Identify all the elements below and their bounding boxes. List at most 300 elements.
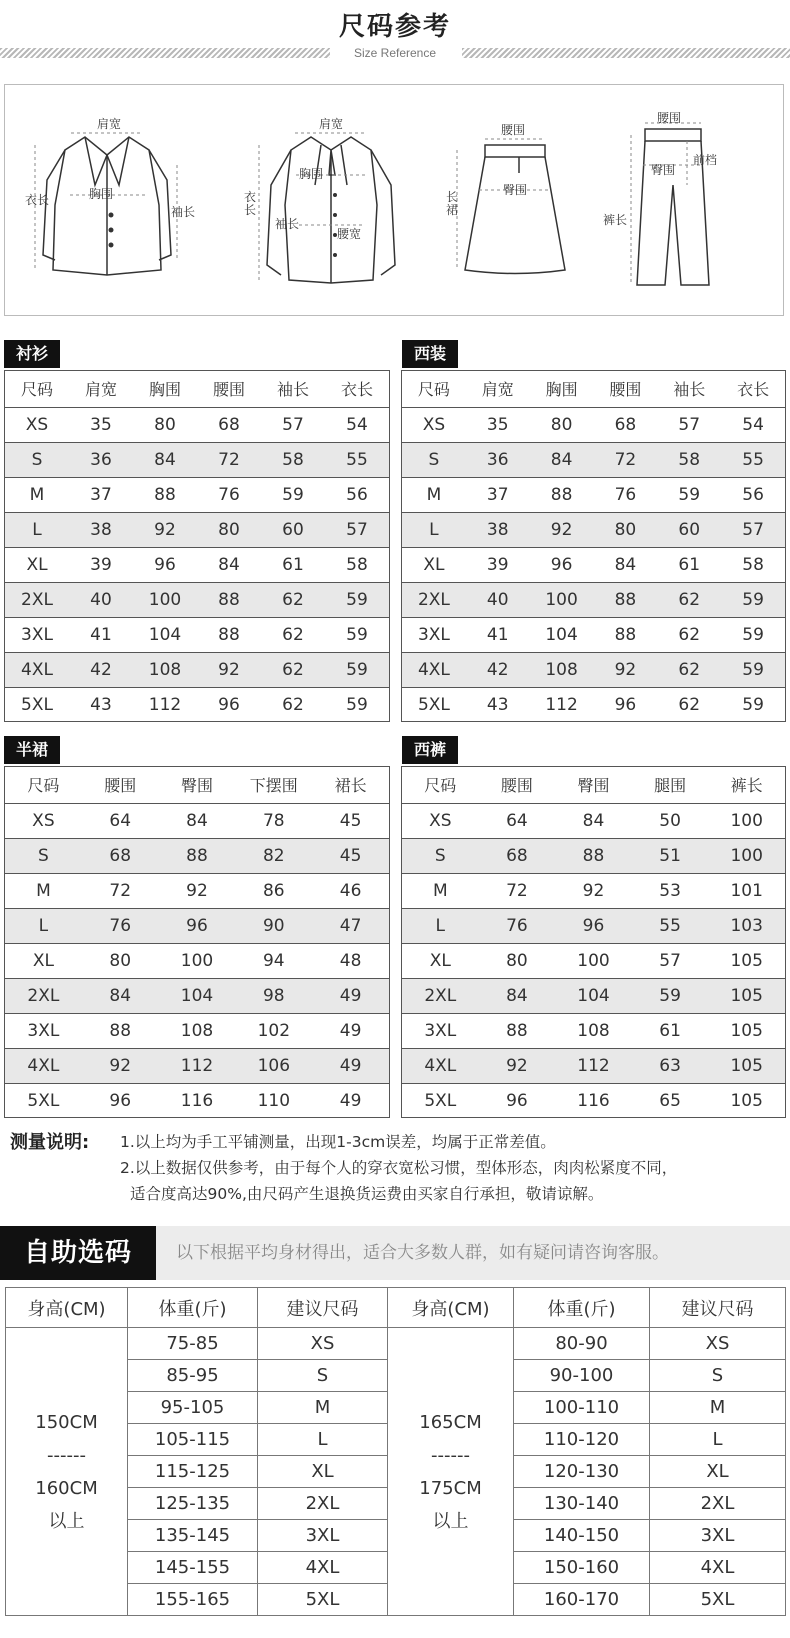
table-cell: 96 [506,1090,528,1111]
table-cell: 60 [657,512,721,547]
table-cell: 59 [325,617,389,652]
table-cell: 116 [180,1090,214,1111]
table-row [5,908,389,943]
table-cell: 36 [466,442,530,477]
suggested-size-cell: M [258,1392,388,1424]
table-cell: 35 [466,407,530,442]
table-cell: S [402,442,466,477]
suggested-size-cell: S [650,1360,786,1392]
left-height-range [6,1328,128,1616]
table-cell: 84 [530,442,594,477]
shirt-shoulder-label: 肩宽 [319,117,344,131]
table-cell: 96 [530,547,594,582]
jacket-sleeve-label: 袖长 [171,205,196,219]
table-cell: 110 [257,1090,291,1111]
table-row [402,652,785,687]
weight-range-cell: 110-120 [514,1424,650,1456]
shirt-size-table [4,370,390,722]
table-cell: 41 [69,617,133,652]
table-cell: 2XL [402,978,479,1013]
table-cell: 90 [235,908,312,943]
column-header: 尺码 [402,371,466,407]
table-cell: 92 [133,512,197,547]
weight-range-cell: 95-105 [128,1392,258,1424]
column-header: 尺码 [402,767,479,803]
notes-line-3: 适合度高达90%,由尺码产生退换货运费由买家自行承担，敬请谅解。 [130,1185,604,1203]
table-cell: 112 [555,1048,632,1083]
suggested-size-cell: 5XL [258,1584,388,1616]
suggested-size-cell: 3XL [258,1520,388,1552]
right-height-range [388,1328,514,1616]
pants-table-grid [402,767,785,1118]
table-cell: 60 [261,512,325,547]
table-row [5,407,389,442]
shirt-table-tag: 衬衫 [4,340,60,368]
height-range-text: ------ [431,1444,470,1466]
table-cell: 59 [721,617,785,652]
table-row [402,582,785,617]
height-range-text: 165CM [419,1411,482,1433]
table-cell: 62 [657,652,721,687]
table-cell: 88 [479,1013,556,1048]
table-cell: 108 [159,1013,236,1048]
shirt-chest-label: 胸围 [299,167,324,181]
table-cell: 88 [159,838,236,873]
weight-range-cell: 145-155 [128,1552,258,1584]
column-header: 腰围 [479,767,556,803]
self-select-header [0,1226,790,1280]
weight-range-cell: 115-125 [128,1456,258,1488]
table-cell: 72 [82,873,159,908]
skirt-table-grid [5,767,389,1118]
table-cell: XS [402,803,479,838]
table-cell: 62 [261,617,325,652]
table-cell: 46 [312,873,389,908]
table-cell: 59 [325,652,389,687]
height-range-text: 以上 [432,1510,469,1532]
suggested-size-cell: 2XL [650,1488,786,1520]
table-cell: 59 [632,978,709,1013]
table-cell: 78 [235,803,312,838]
table-cell: 57 [657,407,721,442]
height-range-text: 160CM [35,1477,98,1499]
table-cell: 59 [721,652,785,687]
table-cell: 86 [235,873,312,908]
table-cell: 51 [632,838,709,873]
pants-icon [605,95,745,305]
table-cell: 103 [708,908,785,943]
header-cell: 建议尺码 [258,1288,388,1328]
table-cell: 82 [235,838,312,873]
table-cell: 100 [133,582,197,617]
table-row [5,978,389,1013]
column-header: 臀围 [159,767,236,803]
table-row [402,512,785,547]
table-cell: 37 [466,477,530,512]
pants-size-table [401,766,786,1118]
table-row [402,1083,785,1118]
table-cell: 100 [159,943,236,978]
table-row [5,1048,389,1083]
table-cell: 68 [197,407,261,442]
page-subtitle: Size Reference [353,46,437,60]
table-cell: 112 [159,1048,236,1083]
table-cell: M [5,477,69,512]
table-cell: 3XL [5,1013,82,1048]
table-cell: 104 [530,617,594,652]
table-cell: 55 [632,908,709,943]
table-cell: 59 [721,582,785,617]
table-cell: 92 [555,873,632,908]
table-cell: 3XL [402,1013,479,1048]
table-cell: 92 [530,512,594,547]
table-cell: 80 [593,512,657,547]
table-row [5,687,389,722]
table-row [402,873,785,908]
suggested-size-cell: XS [650,1328,786,1360]
table-row [5,547,389,582]
table-cell: 40 [69,582,133,617]
suggested-size-cell: 4XL [258,1552,388,1584]
table-cell: 104 [159,978,236,1013]
height-range-text: ------ [47,1444,86,1466]
table-cell: XS [5,407,69,442]
table-cell: 5XL [424,1090,457,1111]
table-cell: 76 [82,908,159,943]
table-row [402,547,785,582]
shirt-table-grid [5,371,389,722]
table-cell: 39 [466,547,530,582]
table-cell: 64 [479,803,556,838]
column-header: 衣长 [721,371,785,407]
suit-table-grid [402,371,785,722]
table-cell: 76 [197,477,261,512]
table-cell: M [5,873,82,908]
table-cell: 116 [577,1090,610,1111]
table-cell: 2XL [5,978,82,1013]
table-cell: 92 [82,1048,159,1083]
table-cell: 80 [133,407,197,442]
table-cell: 88 [555,838,632,873]
table-cell: 88 [133,477,197,512]
table-cell: 53 [632,873,709,908]
table-cell: 62 [282,694,304,715]
table-cell: 80 [197,512,261,547]
jacket-shoulder-label: 肩宽 [97,117,122,131]
suggested-size-cell: L [258,1424,388,1456]
table-header-row [402,371,785,407]
table-cell: 55 [721,442,785,477]
table-cell: L [5,512,69,547]
skirt-length-label: 长裙 [445,190,458,217]
table-cell: 58 [721,547,785,582]
table-cell: 105 [708,978,785,1013]
suggested-size-cell: 4XL [650,1552,786,1584]
self-select-table [5,1287,786,1616]
table-cell: 72 [479,873,556,908]
table-row [5,442,389,477]
table-cell: 80 [530,407,594,442]
table-row [402,477,785,512]
table-cell: 57 [632,943,709,978]
suggested-size-cell: 2XL [258,1488,388,1520]
table-cell: S [5,838,82,873]
table-cell: 2XL [402,582,466,617]
table-row [402,1048,785,1083]
table-cell: 59 [261,477,325,512]
suggested-size-cell: XL [650,1456,786,1488]
table-cell: 68 [593,407,657,442]
column-header: 肩宽 [466,371,530,407]
table-cell: 59 [346,694,368,715]
table-row [402,978,785,1013]
table-cell: 62 [261,582,325,617]
suggested-size-cell: XS [258,1328,388,1360]
weight-range-cell: 130-140 [514,1488,650,1520]
table-cell: 84 [82,978,159,1013]
pants-hip-label: 臀围 [651,163,676,177]
table-cell: XS [402,407,466,442]
weight-range-cell: 100-110 [514,1392,650,1424]
weight-range-cell: 105-115 [128,1424,258,1456]
jacket-chest-label: 胸围 [89,187,114,201]
table-cell: L [402,908,479,943]
table-cell: 4XL [5,1048,82,1083]
table-cell: 57 [721,512,785,547]
table-cell: 55 [325,442,389,477]
table-row [5,803,389,838]
table-cell: 2XL [5,582,69,617]
shirt-length-label: 衣长 [243,190,256,217]
table-cell: 49 [339,1090,362,1111]
skirt-table-tag: 半裙 [4,736,60,764]
table-header-row [5,371,389,407]
self-select-header-row [6,1288,786,1328]
column-header: 裙长 [312,767,389,803]
weight-range-cell: 160-170 [514,1584,650,1616]
table-cell: 39 [69,547,133,582]
table-cell: 88 [593,582,657,617]
header-cell: 体重(斤) [514,1288,650,1328]
table-cell: 94 [235,943,312,978]
weight-range-cell: 85-95 [128,1360,258,1392]
self-select-title: 自助选码 [0,1226,156,1280]
table-cell: 54 [325,407,389,442]
notes-label: 测量说明: [10,1132,90,1153]
table-cell: 102 [235,1013,312,1048]
column-header: 腰围 [82,767,159,803]
column-header: 胸围 [133,371,197,407]
suggested-size-cell: S [258,1360,388,1392]
column-header: 腰围 [197,371,261,407]
table-cell: 63 [632,1048,709,1083]
table-cell: 84 [159,803,236,838]
table-cell: 49 [312,1013,389,1048]
jacket-length-label: 衣长 [25,193,50,207]
suit-table-tag: 西装 [402,340,458,368]
table-row [6,1328,786,1360]
table-cell: XL [402,943,479,978]
table-row [402,908,785,943]
table-cell: 4XL [5,652,69,687]
table-cell: 49 [312,978,389,1013]
table-cell: 62 [261,652,325,687]
height-range-text: 以上 [48,1510,85,1532]
table-cell: 106 [235,1048,312,1083]
shirt-figure [241,95,421,305]
table-cell: 62 [657,582,721,617]
table-cell: 84 [479,978,556,1013]
table-cell: 4XL [402,652,466,687]
table-cell: 5XL [27,1090,60,1111]
header-cell: 身高(CM) [388,1288,514,1328]
weight-range-cell: 120-130 [514,1456,650,1488]
pants-length-label: 裤长 [603,213,628,227]
header-cell: 体重(斤) [128,1288,258,1328]
table-cell: 84 [197,547,261,582]
table-cell: 92 [197,652,261,687]
table-row [5,617,389,652]
table-cell: 61 [657,547,721,582]
table-row [5,1083,389,1118]
table-cell: 56 [325,477,389,512]
table-cell: 96 [159,908,236,943]
table-cell: XS [5,803,82,838]
table-cell: 40 [466,582,530,617]
table-cell: 84 [555,803,632,838]
table-cell: 72 [593,442,657,477]
table-row [5,873,389,908]
skirt-hip-label: 臀围 [503,183,528,197]
table-cell: 108 [133,652,197,687]
table-cell: 49 [312,1048,389,1083]
table-row [5,838,389,873]
table-cell: 58 [657,442,721,477]
table-cell: 104 [555,978,632,1013]
notes-line-2: 2.以上数据仅供参考，由于每个人的穿衣宽松习惯，型体形态，肉肉松紧度不同， [120,1159,678,1177]
table-header-row [402,767,785,803]
table-cell: 62 [678,694,701,715]
table-cell: 56 [721,477,785,512]
table-cell: 92 [479,1048,556,1083]
table-cell: 88 [593,617,657,652]
column-header: 胸围 [530,371,594,407]
column-header: 腿围 [632,767,709,803]
weight-range-cell: 125-135 [128,1488,258,1520]
table-cell: 96 [555,908,632,943]
suit-size-table [401,370,786,722]
table-cell: 105 [708,1048,785,1083]
header-cell: 建议尺码 [650,1288,786,1328]
pants-table-tag: 西裤 [402,736,458,764]
table-cell: 100 [555,943,632,978]
table-cell: L [5,908,82,943]
table-cell: 105 [708,943,785,978]
table-row [402,943,785,978]
table-cell: 105 [730,1090,763,1111]
table-cell: 64 [82,803,159,838]
jacket-figure [25,95,195,305]
table-row [402,803,785,838]
table-cell: 58 [261,442,325,477]
table-cell: 35 [69,407,133,442]
column-header: 衣长 [325,371,389,407]
table-cell: 45 [312,838,389,873]
table-cell: 57 [325,512,389,547]
column-header: 腰围 [593,371,657,407]
suggested-size-cell: L [650,1424,786,1456]
suggested-size-cell: 5XL [650,1584,786,1616]
height-range-text: 150CM [35,1411,98,1433]
table-cell: 108 [530,652,594,687]
table-cell: 92 [593,652,657,687]
height-range-text: 175CM [419,1477,482,1499]
table-row [402,838,785,873]
table-cell: 59 [657,477,721,512]
table-cell: 68 [479,838,556,873]
table-cell: L [402,512,466,547]
table-cell: 62 [657,617,721,652]
table-cell: 104 [133,617,197,652]
pants-figure [605,95,745,305]
table-cell: 112 [545,694,578,715]
column-header: 袖长 [657,371,721,407]
table-cell: 48 [312,943,389,978]
table-cell: 45 [312,803,389,838]
weight-range-cell: 90-100 [514,1360,650,1392]
table-row [5,943,389,978]
table-cell: 43 [90,694,112,715]
page-title: 尺码参考 [338,12,451,42]
table-cell: 68 [82,838,159,873]
table-cell: 42 [466,652,530,687]
table-cell: 76 [593,477,657,512]
table-cell: 96 [218,694,240,715]
table-row [402,687,785,722]
weight-range-cell: 155-165 [128,1584,258,1616]
table-cell: 50 [632,803,709,838]
table-row [5,652,389,687]
table-cell: 92 [159,873,236,908]
table-cell: 88 [197,617,261,652]
header-hatch-right [462,48,790,58]
table-row [5,512,389,547]
column-header: 尺码 [5,371,69,407]
column-header: 臀围 [555,767,632,803]
table-cell: 101 [708,873,785,908]
table-cell: 41 [466,617,530,652]
table-cell: 80 [479,943,556,978]
table-cell: 3XL [402,617,466,652]
table-cell: 72 [197,442,261,477]
column-header: 下摆围 [235,767,312,803]
header-cell: 身高(CM) [6,1288,128,1328]
table-header-row [5,767,389,803]
table-cell: XL [5,943,82,978]
table-cell: 98 [235,978,312,1013]
table-cell: 105 [708,1013,785,1048]
skirt-waist-label: 腰围 [501,123,526,137]
table-cell: 80 [82,943,159,978]
table-cell: XL [402,547,466,582]
table-cell: 4XL [402,1048,479,1083]
table-cell: 38 [466,512,530,547]
table-cell: 88 [530,477,594,512]
table-cell: 100 [530,582,594,617]
suggested-size-cell: 3XL [650,1520,786,1552]
shirt-sleeve-label: 袖长 [275,217,300,231]
table-cell: 88 [197,582,261,617]
